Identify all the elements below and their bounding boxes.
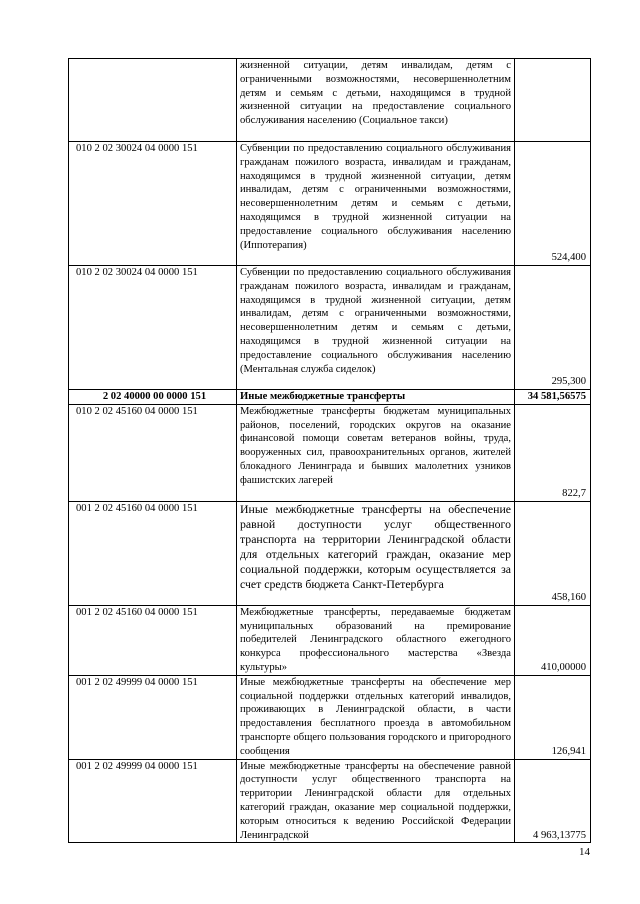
- budget-table: [68, 58, 591, 843]
- amount-cell: 410,00000: [515, 605, 591, 675]
- description-cell: жизненной ситуации, детям инвалидам, детям с ограниченными возможностями, несовершеннолетним детям и семьям с детьми, находящимся в трудной жизненной ситуации на предоставление социального обслуживания населению (Социальное такси): [237, 59, 515, 142]
- budget-code-cell: 001 2 02 49999 04 0000 151: [69, 759, 237, 843]
- amount-cell: 126,941: [515, 675, 591, 759]
- table-row: [69, 759, 591, 843]
- description-cell: Субвенции по предоставлению социального обслуживания гражданам пожилого возраста, инвалидам и гражданам, находящимся в трудной жизненной ситуации, детям инвалидам, детям с ограниченными возможностями, несовершеннолетним детям и семьям с детьми, находящимся в трудной жизненной ситуации на предоставление социального обслуживания населению (Ментальная служба сиделок): [237, 266, 515, 390]
- budget-code-cell: 001 2 02 45160 04 0000 151: [69, 501, 237, 605]
- amount-cell: [515, 59, 591, 142]
- amount-cell: 524,400: [515, 142, 591, 266]
- budget-code-cell: 010 2 02 45160 04 0000 151: [69, 404, 237, 501]
- description-cell: Межбюджетные трансферты бюджетам муниципальных районов, поселений, городских округов на оказание финансовой помощи советам ветеранов войны, труда, вооруженных сил, правоохранительных органов, жителей блокадного Ленинграда и бывших малолетних узников фашистских лагерей: [237, 404, 515, 501]
- budget-code-cell: 001 2 02 45160 04 0000 151: [69, 605, 237, 675]
- amount-cell: 295,300: [515, 266, 591, 390]
- table-body: [69, 59, 591, 843]
- amount-cell: 4 963,13775: [515, 759, 591, 843]
- amount-cell: 458,160: [515, 501, 591, 605]
- description-cell: Иные межбюджетные трансферты на обеспечение мер социальной поддержки отдельных категорий инвалидов, проживающих в Ленинградской области, в части предоставления бесплатного проезда в автомобильном транспорте общего пользования городского и пригородного сообщения: [237, 675, 515, 759]
- table-row: [69, 142, 591, 266]
- table-row: [69, 501, 591, 605]
- budget-code-cell: 010 2 02 30024 04 0000 151: [69, 266, 237, 390]
- table-row-group-total: [69, 390, 591, 405]
- table-row: [69, 675, 591, 759]
- description-cell: Иные межбюджетные трансферты на обеспечение равной доступности услуг общественного транспорта на территории Ленинградской области для отдельных категорий граждан, оказание мер социальной поддержки, которым осуществляется за счет средств бюджета Санкт-Петербурга: [237, 501, 515, 605]
- description-cell: Субвенции по предоставлению социального обслуживания гражданам пожилого возраста, инвалидам и гражданам, находящимся в трудной жизненной ситуации, детям инвалидам, детям с ограниченными возможностями, несовершеннолетним детям и семьям с детьми, находящимся в трудной жизненной ситуации на предоставление социального обслуживания населению (Иппотерапия): [237, 142, 515, 266]
- budget-code-cell: 001 2 02 49999 04 0000 151: [69, 675, 237, 759]
- budget-code-cell: 010 2 02 30024 04 0000 151: [69, 142, 237, 266]
- amount-cell: 822,7: [515, 404, 591, 501]
- table-row: [69, 404, 591, 501]
- budget-code-cell: [69, 59, 237, 142]
- description-cell: Межбюджетные трансферты, передаваемые бюджетам муниципальных образований на премирование победителей Ленинградского областного ежегодного конкурса профессионального мастерства «Звезда культуры»: [237, 605, 515, 675]
- description-cell: Иные межбюджетные трансферты на обеспечение равной доступности услуг общественного транспорта на территории Ленинградской области для отдельных категорий граждан, оказание мер социальной поддержки, которым относиться к ведению Российской Федерации Ленинградской: [237, 759, 515, 843]
- page-number: 14: [579, 846, 590, 858]
- budget-code-cell: 2 02 40000 00 0000 151: [69, 390, 237, 405]
- description-cell: Иные межбюджетные трансферты: [237, 390, 515, 405]
- amount-cell: 34 581,56575: [515, 390, 591, 405]
- table-row: [69, 59, 591, 142]
- table-row: [69, 266, 591, 390]
- table-row: [69, 605, 591, 675]
